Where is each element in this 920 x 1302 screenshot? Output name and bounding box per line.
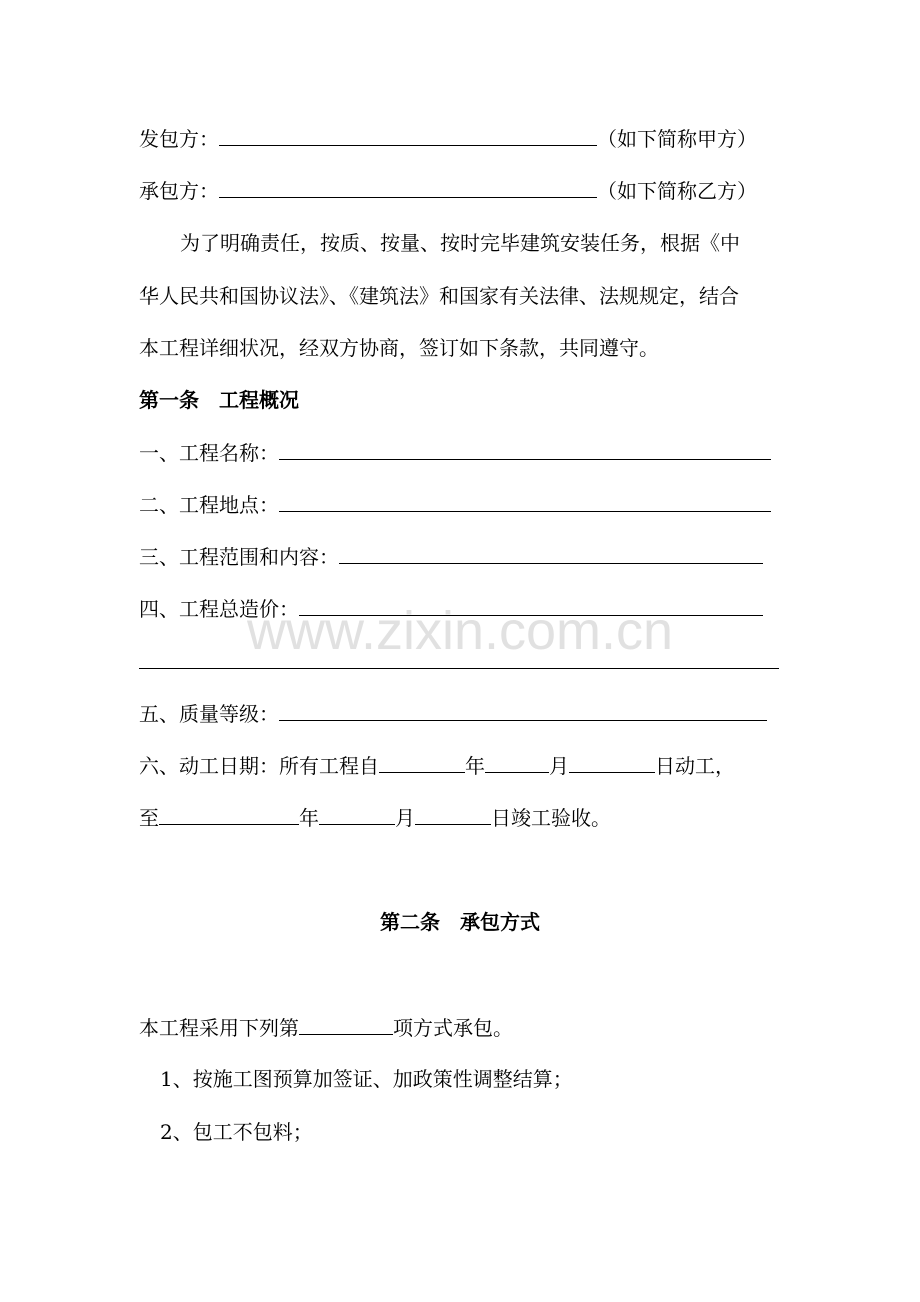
start-year-unit: 年	[465, 754, 485, 778]
quality-grade-label: 五、质量等级：	[139, 702, 279, 726]
method-option-1: 1、按施工图预算加签证、加政策性调整结算；	[160, 1067, 573, 1091]
project-name-label: 一、工程名称：	[139, 441, 279, 465]
project-location-label: 二、工程地点：	[139, 493, 279, 517]
start-month-unit: 月	[549, 754, 569, 778]
party-a-suffix: （如下简称甲方）	[597, 127, 757, 151]
intro-line-1: 为了明确责任，按质、按量、按时完毕建筑安装任务，根据《中	[180, 231, 740, 255]
project-scope-blank	[339, 541, 763, 564]
project-price-label: 四、工程总造价：	[139, 597, 299, 621]
end-date-label: 至	[139, 806, 159, 830]
project-location-line	[139, 489, 771, 520]
start-year-blank	[379, 750, 465, 773]
contract-method-blank	[299, 1012, 393, 1035]
intro-line-3: 本工程详细状况，经双方协商，签订如下条款，共同遵守。	[139, 336, 659, 360]
contract-method-line	[139, 1012, 513, 1043]
project-scope-label: 三、工程范围和内容：	[139, 545, 339, 569]
article-1-title: 第一条 工程概况	[139, 388, 299, 412]
start-day-unit: 日动工，	[655, 754, 735, 778]
start-day-blank	[569, 750, 655, 773]
end-month-unit: 月	[395, 806, 415, 830]
end-day-blank	[415, 802, 491, 825]
end-month-blank	[319, 802, 395, 825]
watermark: www.zixin.com.cn	[246, 601, 674, 661]
contract-method-label: 本工程采用下列第	[139, 1016, 299, 1040]
party-b-suffix: （如下简称乙方）	[597, 179, 757, 203]
end-day-unit: 日竣工验收。	[491, 806, 611, 830]
intro-line-2: 华人民共和国协议法》、《建筑法》和国家有关法律、法规规定，结合	[139, 284, 739, 308]
project-name-line	[139, 437, 771, 468]
project-scope-line	[139, 541, 763, 572]
party-b-line	[139, 175, 757, 206]
party-a-label: 发包方：	[139, 127, 219, 151]
party-b-blank	[219, 175, 597, 198]
start-month-blank	[485, 750, 549, 773]
method-option-2: 2、包工不包料；	[160, 1120, 313, 1144]
party-a-blank	[219, 123, 597, 146]
end-year-blank	[159, 802, 299, 825]
project-price-continuation-blank	[139, 668, 779, 669]
contract-method-suffix: 项方式承包。	[393, 1016, 513, 1040]
end-year-unit: 年	[299, 806, 319, 830]
quality-grade-line	[139, 698, 767, 729]
party-b-label: 承包方：	[139, 179, 219, 203]
start-date-line	[139, 750, 735, 781]
project-name-blank	[279, 437, 771, 460]
start-date-label: 六、动工日期：所有工程自	[139, 754, 379, 778]
quality-grade-blank	[279, 698, 767, 721]
article-2-title: 第二条 承包方式	[380, 910, 540, 934]
party-a-line	[139, 123, 757, 154]
project-location-blank	[279, 489, 771, 512]
end-date-line	[139, 802, 611, 833]
